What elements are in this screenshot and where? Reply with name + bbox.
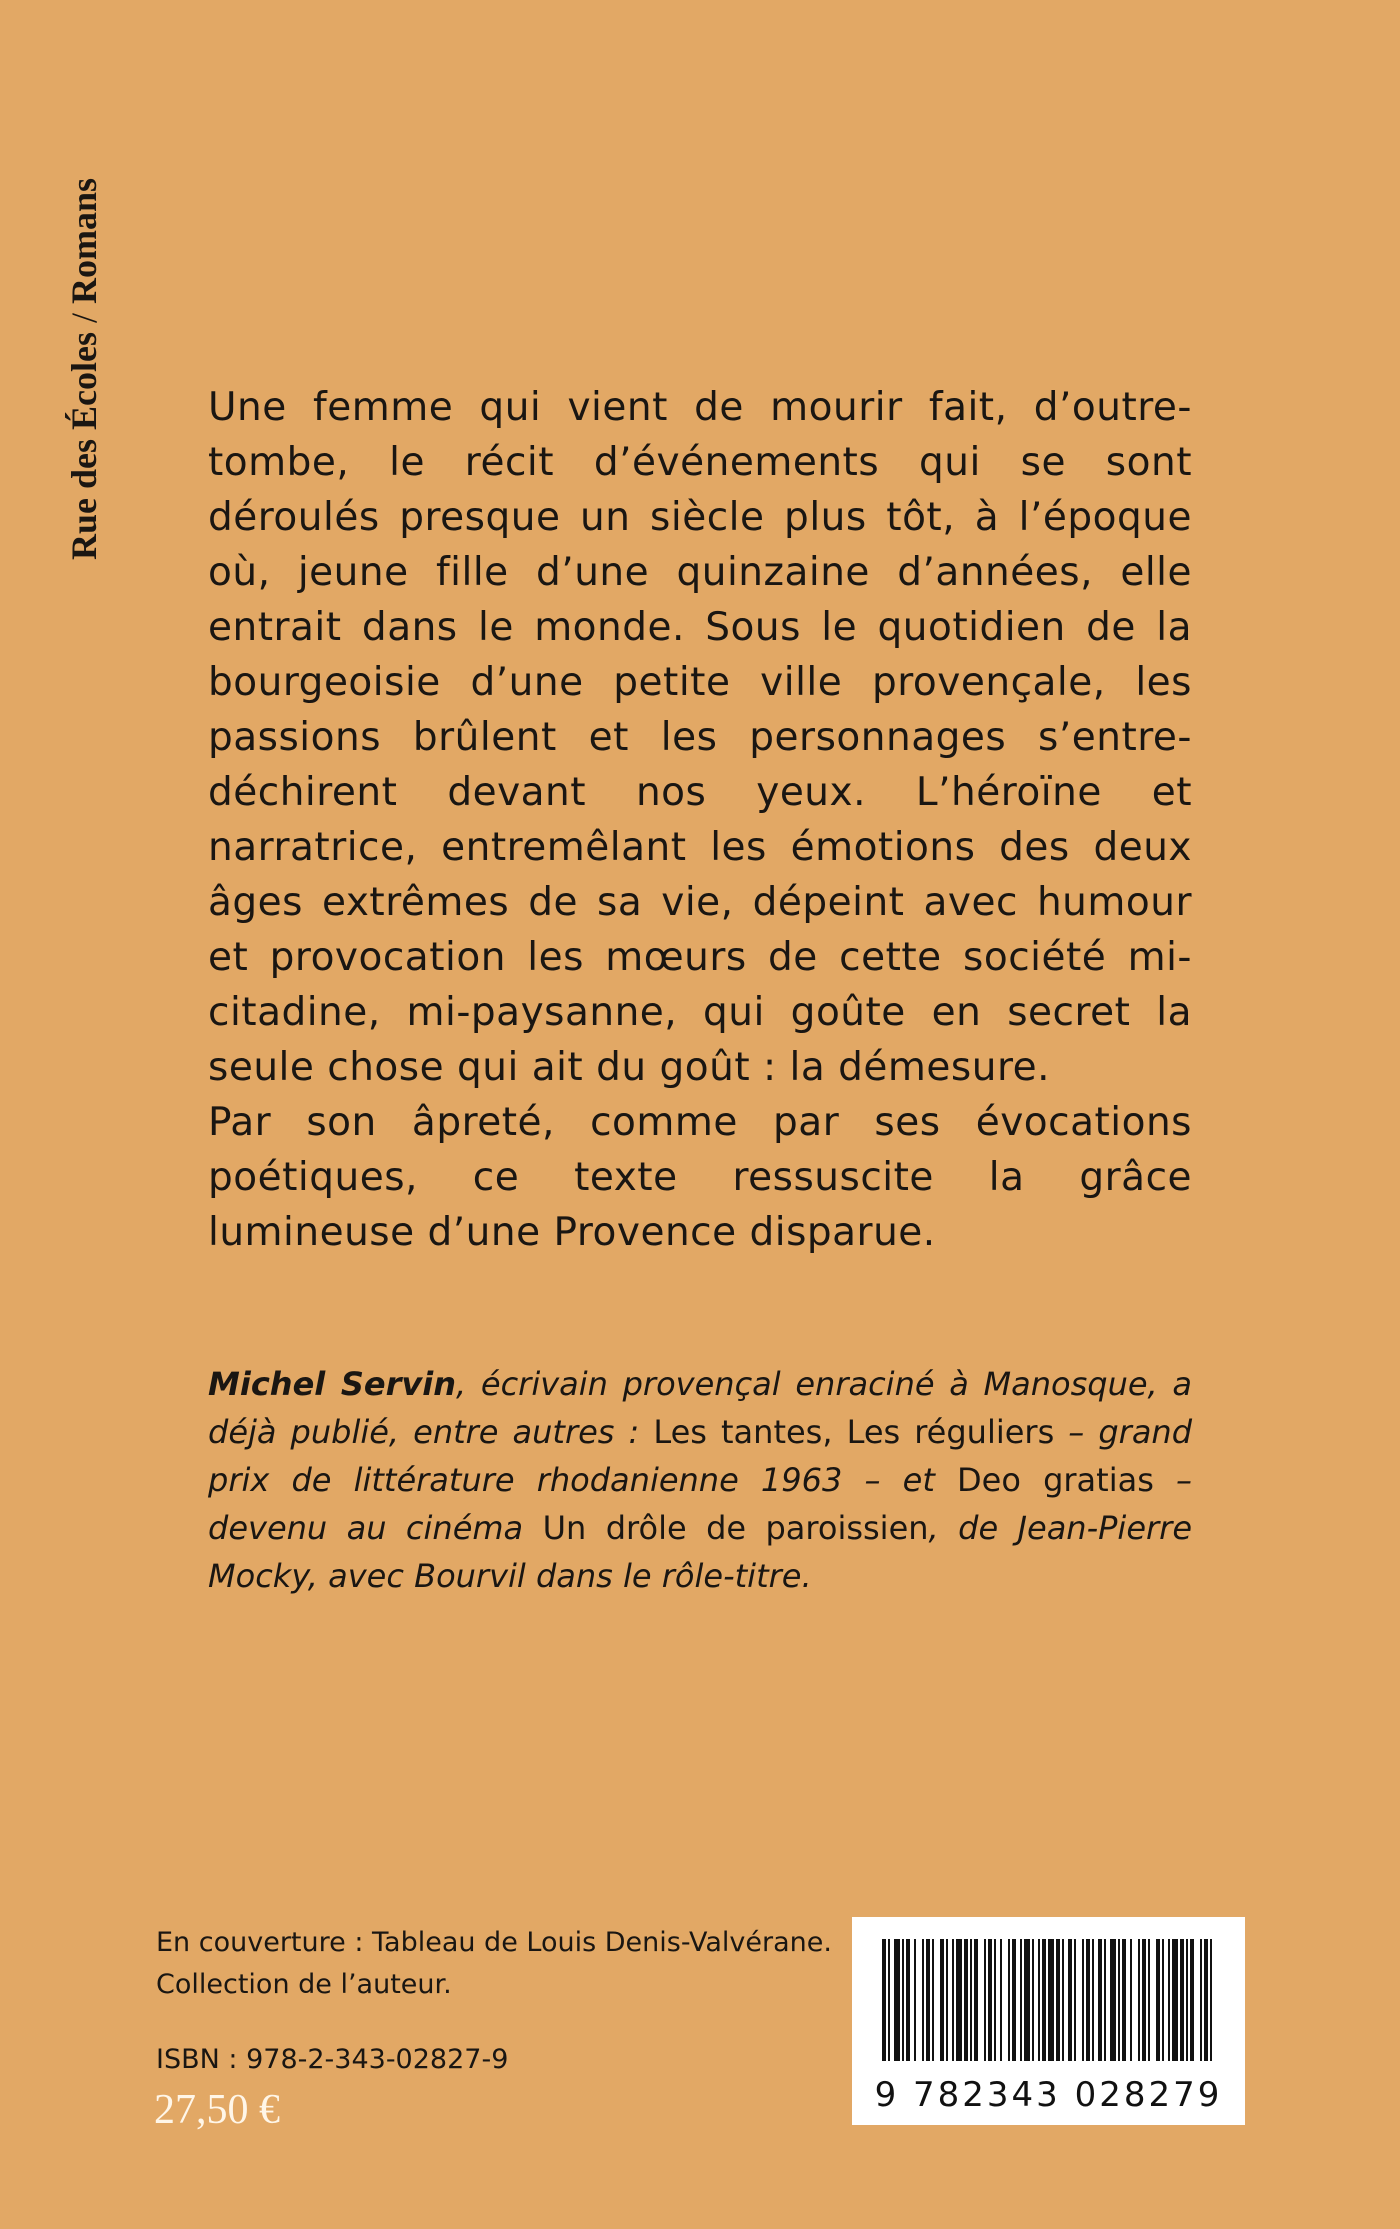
cover-credits: [156, 1922, 832, 2006]
barcode-bar: [1200, 1939, 1202, 2061]
barcode-bar: [1032, 1939, 1034, 2061]
barcode-bar: [1142, 1939, 1146, 2061]
barcode-bar: [974, 1939, 978, 2061]
barcode-bar: [926, 1939, 930, 2061]
barcode-bar: [1168, 1939, 1170, 2061]
bio-text-2: – grand prix de littérature rhodanienne 1963 – et: [208, 1413, 1193, 1499]
barcode-bar: [1020, 1939, 1022, 2061]
book-title-1: Les tantes, Les réguliers: [653, 1413, 1055, 1451]
barcode-bar: [1012, 1939, 1016, 2061]
barcode-bar: [1008, 1939, 1010, 2061]
book-summary: [208, 380, 1192, 1260]
barcode-bar: [1086, 1939, 1090, 2061]
credit-line-1: En couverture : Tableau de Louis Denis-Valvérane.: [156, 1927, 832, 1958]
barcode-bar: [1210, 1939, 1212, 2061]
book-title-3: Un drôle de paroissien: [542, 1509, 929, 1547]
barcode-bar: [994, 1939, 996, 2061]
barcode-bar: [1130, 1939, 1132, 2061]
barcode-bar: [1042, 1939, 1046, 2061]
barcode-bar: [984, 1939, 986, 2061]
barcode-bar: [1138, 1939, 1140, 2061]
barcode-bar: [1172, 1939, 1178, 2061]
spine-separator: /: [64, 303, 104, 332]
barcode-bar: [1110, 1939, 1116, 2061]
barcode-bar: [1068, 1939, 1072, 2061]
author-bio: [208, 1360, 1192, 1600]
barcode-bar: [882, 1939, 886, 2061]
barcode-bar: [922, 1939, 924, 2061]
barcode-bar: [1098, 1939, 1102, 2061]
bio-text-4: , de Jean-Pierre Mocky, avec Bourvil dans le rôle-titre.: [208, 1509, 1193, 1595]
barcode-bar: [1204, 1939, 1208, 2061]
barcode-bar: [940, 1939, 944, 2061]
barcode-bar: [1180, 1939, 1184, 2061]
barcode-bar: [952, 1939, 954, 2061]
barcode-bar: [1190, 1939, 1194, 2061]
price: 27,50 €: [154, 2087, 280, 2133]
barcode-bar: [1074, 1939, 1076, 2061]
series-category: Romans: [64, 177, 104, 304]
barcode-bar: [1186, 1939, 1188, 2061]
credit-line-2: Collection de l’auteur.: [156, 1969, 452, 2000]
barcode-bar: [1048, 1939, 1054, 2061]
barcode: [852, 1917, 1245, 2125]
barcode-bar: [1062, 1939, 1064, 2061]
barcode-bar: [1082, 1939, 1084, 2061]
barcode-bar: [1000, 1939, 1002, 2061]
barcode-bars: [882, 1939, 1215, 2061]
barcode-bar: [902, 1939, 904, 2061]
barcode-bar: [970, 1939, 972, 2061]
barcode-bar: [1148, 1939, 1150, 2061]
barcode-bar: [914, 1939, 916, 2061]
bio-text-1: , écrivain provençal enraciné à Manosque, a déjà publié, entre autres :: [208, 1365, 1193, 1451]
summary-paragraph-2: Par son âpreté, comme par ses évocations poétiques, ce texte ressuscite la grâce lumineuse d’une Provence disparue.: [208, 1100, 1192, 1255]
summary-paragraph-1: Une femme qui vient de mourir fait, d’outre-tombe, le récit d’événements qui se sont déroulés presque un siècle plus tôt, à l’époque où, jeune fille d’une quinzaine d’années, elle entrait dans le monde. Sous le quotidien de la bourgeoisie d’une petite ville provençale, les passions brûlent et les personnages s’entre-déchirent devant nos yeux. L’héroïne et narratrice, entremêlant les émotions des deux âges extrêmes de sa vie, dépeint avec humour et provocation les mœurs de cette société mi-citadine, mi-paysanne, qui goûte en secret la seule chose qui ait du goût : la démesure.: [208, 385, 1192, 1090]
barcode-bar: [1024, 1939, 1030, 2061]
author-name: Michel Servin: [208, 1365, 457, 1403]
book-title-2: Deo gratias: [957, 1461, 1154, 1499]
barcode-bar: [1056, 1939, 1060, 2061]
isbn-number: ISBN : 978-2-343-02827-9: [156, 2044, 509, 2075]
barcode-bar: [906, 1939, 910, 2061]
barcode-bar: [932, 1939, 934, 2061]
barcode-bar: [1104, 1939, 1106, 2061]
barcode-bar: [1162, 1939, 1164, 2061]
barcode-bar: [888, 1939, 890, 2061]
barcode-bar: [964, 1939, 968, 2061]
barcode-bar: [1038, 1939, 1040, 2061]
barcode-bar: [1122, 1939, 1126, 2061]
barcode-bar: [946, 1939, 948, 2061]
barcode-bar: [956, 1939, 962, 2061]
barcode-bar: [1092, 1939, 1094, 2061]
spine-title: [66, 178, 102, 560]
bio-text-3: – devenu au cinéma: [208, 1461, 1193, 1547]
barcode-bar: [1118, 1939, 1120, 2061]
barcode-bar: [1156, 1939, 1160, 2061]
barcode-bar: [894, 1939, 900, 2061]
series-name: Rue des Écoles: [64, 332, 104, 560]
barcode-bar: [988, 1939, 992, 2061]
barcode-digits: 9 782343 028279: [874, 2075, 1223, 2115]
